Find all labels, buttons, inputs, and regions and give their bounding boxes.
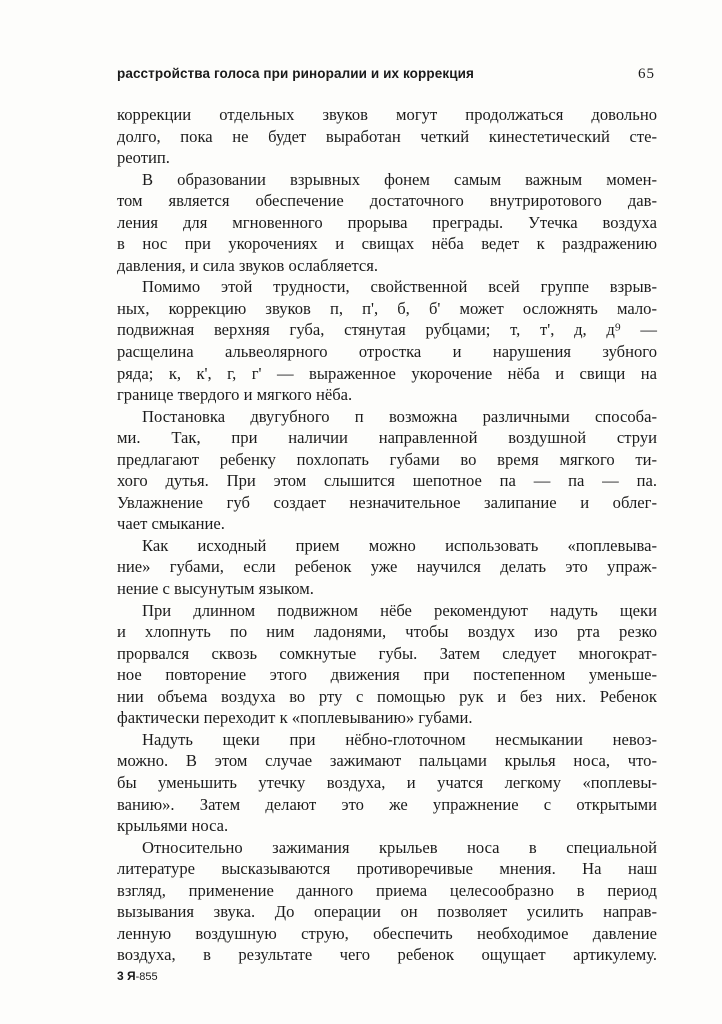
paragraph-first-line: Надуть щеки при нёбно-глоточном несмыкании невоз- [142,729,657,749]
paragraph-first-line: Постановка двугубного п возможна различными способа- [142,406,657,426]
text-line: взгляд, применение данного приема целесообразно в период [117,880,657,900]
text-line: нии объема воздуха во рту с помощью рук и без них. Ребенок [117,686,657,706]
text-line: реотип. [117,148,170,168]
text-line: предлагают ребенку похлопать губами во время мягкого ти- [117,449,657,469]
text-line: можно. В этом случае зажимают пальцами крылья носа, что- [117,751,657,771]
running-title: расстройства голоса при риноралии и их коррекция [117,66,474,81]
text-line: ние» губами, если ребенок уже научился делать это упраж- [117,557,657,577]
running-head [117,66,659,88]
text-line: бы уменьшить утечку воздуха, и учатся легкому «поплевы- [117,772,657,792]
signature-mark: 3 Я [117,969,136,983]
text-line: литературе высказываются противоречивые мнения. На наш [117,859,657,879]
text-line: в нос при укорочениях и свищах нёба ведет к раздражению [117,234,657,254]
text-line: воздуха, в результате чего ребенок ощущает артикулему. [117,945,657,965]
signature-number: -855 [135,971,158,983]
text-line: долго, пока не будет выработан четкий кинестетический сте- [117,126,657,146]
paragraph-first-line: Как исходный прием можно использовать «поплевыва- [142,535,657,555]
text-line: давления, и сила звуков ослабляется. [117,255,379,275]
text-line: ванию». Затем делают это же упражнение с открытыми [117,794,657,814]
text-line: ми. Так, при наличии направленной воздушной струи [117,428,657,448]
text-line: том является обеспечение достаточного внутриротового дав- [117,191,657,211]
text-line: фактически переходит к «поплевыванию» губами. [117,708,473,728]
text-line: нение с высунутым языком. [117,579,314,599]
text-line: Увлажнение губ создает незначительное залипание и облег- [117,492,657,512]
text-line: хого дутья. При этом слышится шепотное па — па — па. [117,471,657,491]
text-line: ных, коррекцию звуков п, п', б, б' может осложнять мало- [117,298,657,318]
text-line: ления для мгновенного прорыва преграды. Утечка воздуха [117,212,657,232]
text-line: крыльями носа. [117,816,229,836]
text-line: ленную воздушную струю, обеспечить необходимое давление [117,923,657,943]
paragraph-first-line: При длинном подвижном нёбе рекомендуют надуть щеки [142,600,657,620]
text-line: ное повторение этого движения при постепенном уменьше- [117,665,657,685]
text-line: и хлопнуть по ним ладонями, чтобы воздух изо рта резко [117,622,657,642]
paragraph-first-line: Помимо этой трудности, свойственной всей группе взрыв- [142,277,657,297]
text-line: прорвался сквозь сомкнутые губы. Затем следует многократ- [117,643,657,663]
text-line: ряда; к, к', г, г' — выраженное укорочение нёба и свищи на [117,363,657,383]
body-text [117,104,657,966]
text-line: подвижная верхняя губа, стянутая рубцами; т, т', д, д⁹ — [117,320,657,340]
paragraph-first-line: Относительно зажимания крыльев носа в специальной [142,837,657,857]
text-line: чает смыкание. [117,514,225,534]
text-line: расщелина альвеолярного отростка и нарушения зубного [117,342,657,362]
paragraph-first-line: В образовании взрывных фонем самым важным момен- [142,169,657,189]
text-line: границе твердого и мягкого нёба. [117,385,353,405]
text-line: вызывания звука. До операции он позволяет усилить направ- [117,902,657,922]
printer-signature [117,969,158,983]
text-line: коррекции отдельных звуков могут продолжаться довольно [117,105,657,124]
page-number: 65 [638,66,655,82]
